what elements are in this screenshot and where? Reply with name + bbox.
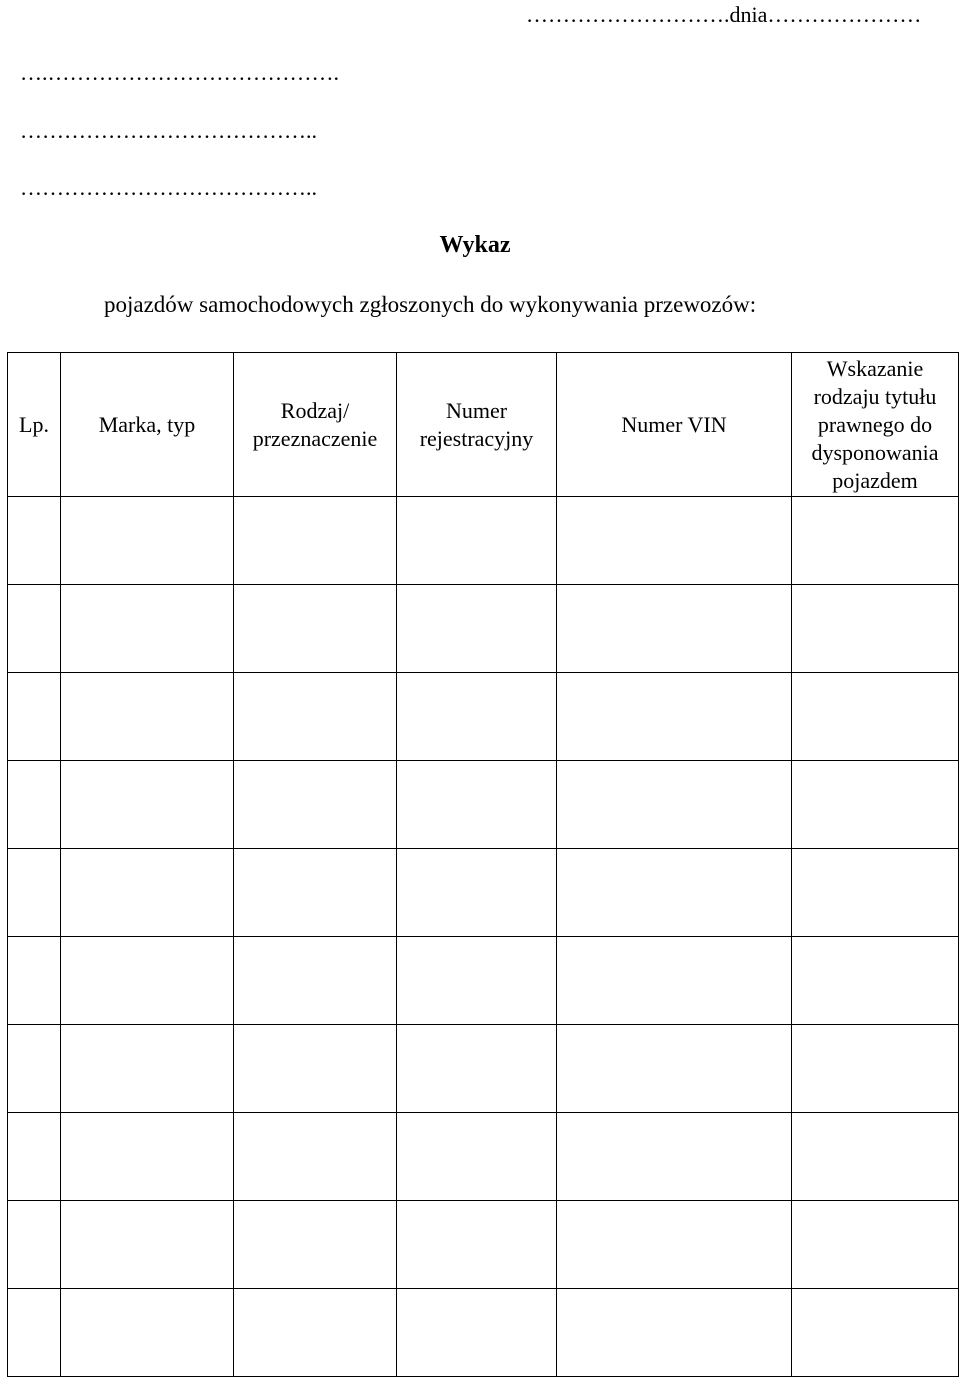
table-cell[interactable]: [8, 585, 61, 673]
column-header-kind-purpose: Rodzaj/ przeznaczenie: [234, 353, 397, 497]
vehicles-table: [7, 352, 959, 1377]
table-cell[interactable]: [8, 849, 61, 937]
table-row: [8, 673, 959, 761]
table-cell[interactable]: [234, 1025, 397, 1113]
table-cell[interactable]: [397, 1113, 557, 1201]
table-cell[interactable]: [61, 1289, 234, 1377]
table-cell[interactable]: [557, 585, 792, 673]
table-header-row: [8, 353, 959, 497]
table-cell[interactable]: [792, 849, 959, 937]
table-cell[interactable]: [8, 1201, 61, 1289]
table-cell[interactable]: [557, 1201, 792, 1289]
table-cell[interactable]: [8, 937, 61, 1025]
date-line: ……………………….dnia…………………: [526, 2, 922, 27]
document-title: Wykaz: [439, 232, 511, 258]
table-cell[interactable]: [234, 849, 397, 937]
table-cell[interactable]: [397, 673, 557, 761]
table-cell[interactable]: [557, 849, 792, 937]
table-cell[interactable]: [8, 673, 61, 761]
table-cell[interactable]: [61, 673, 234, 761]
column-header-registration-number: Numer rejestracyjny: [397, 353, 557, 497]
table-cell[interactable]: [234, 585, 397, 673]
table-cell[interactable]: [397, 761, 557, 849]
table-cell[interactable]: [397, 1025, 557, 1113]
table-cell[interactable]: [8, 761, 61, 849]
table-row: [8, 1289, 959, 1377]
table-cell[interactable]: [792, 937, 959, 1025]
table-cell[interactable]: [792, 1113, 959, 1201]
column-header-lp: Lp.: [8, 353, 61, 497]
column-header-legal-title: Wskazanie rodzaju tytułu prawnego do dysponowania pojazdem: [792, 353, 959, 497]
table-cell[interactable]: [792, 1201, 959, 1289]
table-cell[interactable]: [397, 1201, 557, 1289]
table-cell[interactable]: [557, 673, 792, 761]
table-cell[interactable]: [397, 937, 557, 1025]
table-cell[interactable]: [61, 849, 234, 937]
table-cell[interactable]: [792, 761, 959, 849]
table-cell[interactable]: [61, 1201, 234, 1289]
table-row: [8, 1113, 959, 1201]
table-cell[interactable]: [792, 1025, 959, 1113]
table-row: [8, 497, 959, 585]
table-row: [8, 1201, 959, 1289]
table-cell[interactable]: [8, 1289, 61, 1377]
table-cell[interactable]: [792, 1289, 959, 1377]
table-cell[interactable]: [61, 585, 234, 673]
table-cell[interactable]: [557, 1289, 792, 1377]
table-cell[interactable]: [234, 673, 397, 761]
table-cell[interactable]: [61, 761, 234, 849]
table-cell[interactable]: [234, 937, 397, 1025]
address-line-1: ….………………………………….: [20, 60, 339, 85]
table-cell[interactable]: [61, 497, 234, 585]
table-cell[interactable]: [234, 1201, 397, 1289]
table-cell[interactable]: [61, 937, 234, 1025]
column-header-vin: Numer VIN: [557, 353, 792, 497]
table-cell[interactable]: [557, 497, 792, 585]
address-line-2: …………………………………..: [20, 118, 317, 143]
table-cell[interactable]: [557, 1025, 792, 1113]
table-cell[interactable]: [234, 1113, 397, 1201]
table-cell[interactable]: [234, 1289, 397, 1377]
table-cell[interactable]: [8, 1113, 61, 1201]
table-body: [8, 497, 959, 1377]
table-cell[interactable]: [8, 497, 61, 585]
table-row: [8, 585, 959, 673]
table-cell[interactable]: [397, 1289, 557, 1377]
table-cell[interactable]: [234, 761, 397, 849]
table-cell[interactable]: [61, 1025, 234, 1113]
table-row: [8, 849, 959, 937]
table-cell[interactable]: [397, 497, 557, 585]
table-cell[interactable]: [792, 497, 959, 585]
table-cell[interactable]: [234, 497, 397, 585]
table-cell[interactable]: [8, 1025, 61, 1113]
column-header-make-type: Marka, typ: [61, 353, 234, 497]
table-row: [8, 761, 959, 849]
table-cell[interactable]: [397, 849, 557, 937]
table-cell[interactable]: [792, 585, 959, 673]
table-row: [8, 937, 959, 1025]
table-cell[interactable]: [61, 1113, 234, 1201]
address-line-3: …………………………………..: [20, 175, 317, 200]
table-cell[interactable]: [397, 585, 557, 673]
table-cell[interactable]: [557, 761, 792, 849]
table-cell[interactable]: [557, 937, 792, 1025]
table-row: [8, 1025, 959, 1113]
table-cell[interactable]: [792, 673, 959, 761]
table-cell[interactable]: [557, 1113, 792, 1201]
document-subtitle: pojazdów samochodowych zgłoszonych do wykonywania przewozów:: [104, 292, 757, 317]
